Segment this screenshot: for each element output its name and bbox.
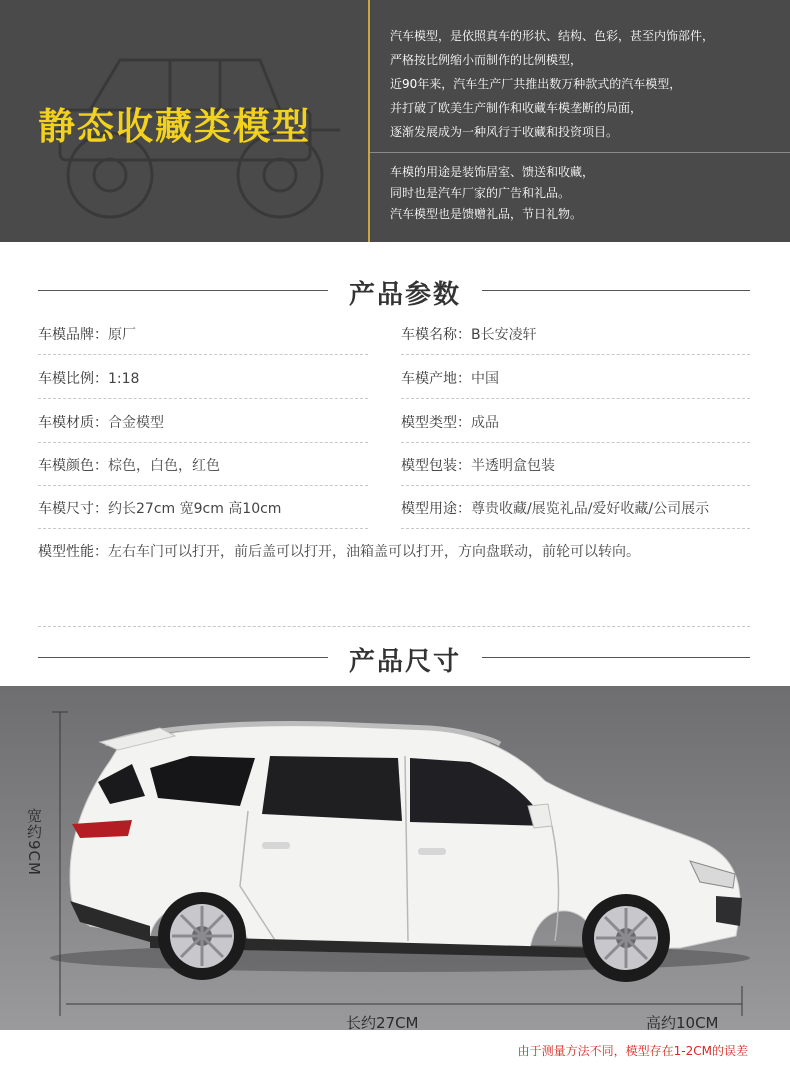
heading-rule-right <box>482 290 750 291</box>
param-key: 车模品牌： <box>38 327 108 343</box>
banner-line: 车模的用途是装饰居室、馈送和收藏， <box>390 165 595 179</box>
param-brand <box>38 324 136 344</box>
banner-line: 严格按比例缩小而制作的比例模型， <box>390 53 583 67</box>
heading-rule-left <box>38 657 328 658</box>
banner-line: 汽车模型也是馈赠礼品，节日礼物。 <box>390 207 583 221</box>
size-heading: 产品尺寸 <box>348 647 461 677</box>
banner-line: 并打破了欧美生产制作和收藏车模垄断的局面， <box>390 101 643 115</box>
car-model-illustration <box>0 686 790 1030</box>
param-color <box>38 455 220 475</box>
banner-line: 近90年来，汽车生产厂共推出数万种款式的汽车模型， <box>390 77 682 91</box>
width-dimension-label: 宽约9CM <box>25 808 43 876</box>
param-model-name <box>401 324 537 344</box>
param-key: 车模颜色： <box>38 458 108 474</box>
param-material <box>38 412 164 432</box>
param-value: 1:18 <box>108 371 140 387</box>
param-key: 车模产地： <box>401 371 471 387</box>
param-key: 车模尺寸： <box>38 501 108 517</box>
param-scale <box>38 368 139 388</box>
param-row <box>0 324 790 354</box>
banner-horizontal-divider <box>370 152 790 153</box>
param-usage <box>401 498 709 518</box>
param-value: 左右车门可以打开，前后盖可以打开，油箱盖可以打开，方向盘联动，前轮可以转向。 <box>108 544 640 560</box>
params-heading: 产品参数 <box>348 280 461 310</box>
size-heading-block <box>0 637 790 677</box>
param-row <box>0 368 790 398</box>
param-key: 模型包装： <box>401 458 471 474</box>
param-value: 中国 <box>471 371 499 387</box>
param-performance <box>38 541 640 561</box>
product-photo <box>0 686 790 1030</box>
param-key: 车模比例： <box>38 371 108 387</box>
param-value: 合金模型 <box>108 415 164 431</box>
banner-line: 同时也是汽车厂家的广告和礼品。 <box>390 186 571 200</box>
param-value: 成品 <box>471 415 499 431</box>
row-divider <box>401 354 750 355</box>
param-value: 原厂 <box>108 327 136 343</box>
row-divider <box>38 528 368 529</box>
rear-wheel <box>158 892 246 980</box>
banner-vertical-divider <box>368 0 370 242</box>
banner-line: 汽车模型，是依照真车的形状、结构、色彩，甚至内饰部件， <box>390 29 715 43</box>
param-key: 模型类型： <box>401 415 471 431</box>
intro-banner <box>0 0 790 242</box>
param-origin <box>401 368 499 388</box>
length-dimension-label: 长约27CM <box>346 1014 419 1032</box>
param-value: 半透明盒包装 <box>471 458 555 474</box>
param-row <box>0 455 790 485</box>
param-packaging <box>401 455 555 475</box>
row-divider <box>401 442 750 443</box>
param-key: 车模名称： <box>401 327 471 343</box>
param-row <box>0 412 790 442</box>
banner-paragraph-usage <box>390 162 594 225</box>
row-divider <box>38 398 368 399</box>
row-divider <box>401 528 750 529</box>
banner-paragraph-intro <box>390 24 714 144</box>
front-wheel <box>582 894 670 982</box>
row-divider <box>401 398 750 399</box>
param-key: 车模材质： <box>38 415 108 431</box>
param-value: 棕色，白色，红色 <box>108 458 220 474</box>
param-key: 模型用途： <box>401 501 471 517</box>
banner-line: 逐渐发展成为一种风行于收藏和投资项目。 <box>390 125 619 139</box>
param-size <box>38 498 281 518</box>
param-value: B长安凌轩 <box>471 327 537 343</box>
row-divider <box>38 354 368 355</box>
param-value: 尊贵收藏/展览礼品/爱好收藏/公司展示 <box>471 501 710 517</box>
measurement-footnote: 由于测量方法不同，模型存在1-2CM的误差 <box>517 1044 748 1058</box>
param-type <box>401 412 499 432</box>
heading-rule-left <box>38 290 328 291</box>
params-heading-block <box>0 270 790 310</box>
param-row <box>0 541 790 571</box>
row-divider <box>401 485 750 486</box>
heading-rule-right <box>482 657 750 658</box>
param-key: 模型性能： <box>38 544 108 560</box>
banner-title: 静态收藏类模型 <box>38 104 311 148</box>
section-divider <box>38 626 750 627</box>
param-value: 约长27cm 宽9cm 高10cm <box>108 501 282 517</box>
param-row <box>0 498 790 528</box>
row-divider <box>38 442 368 443</box>
height-dimension-label: 高约10CM <box>646 1014 719 1032</box>
row-divider <box>38 485 368 486</box>
